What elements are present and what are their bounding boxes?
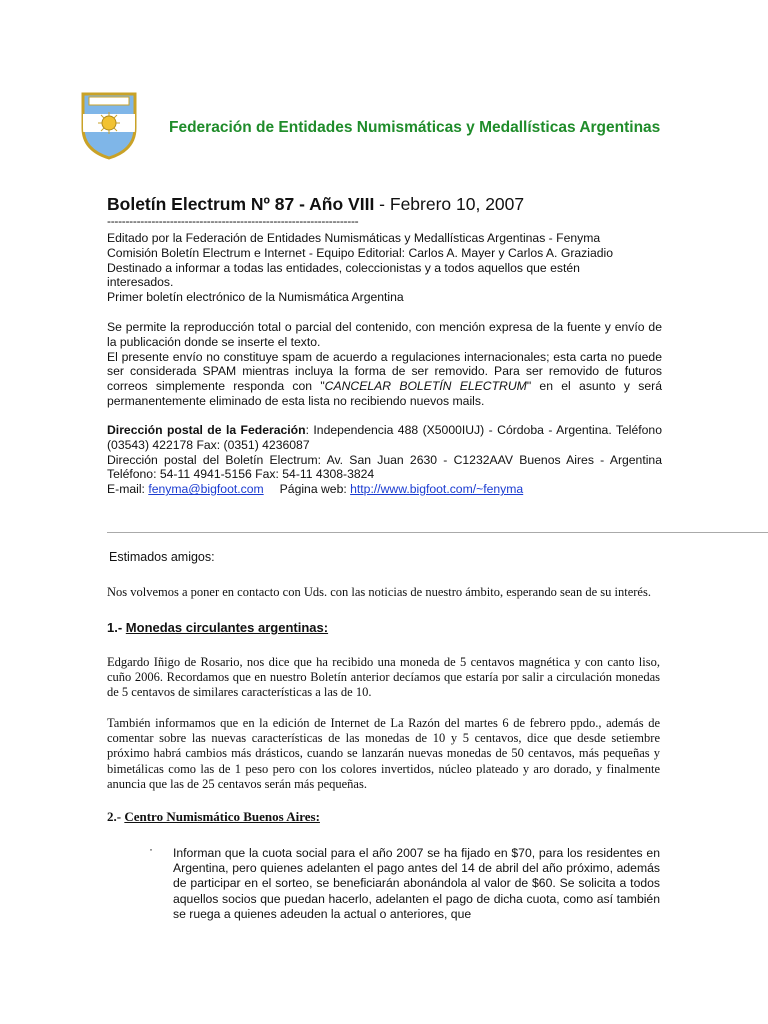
section-1-title: Monedas circulantes argentinas: <box>125 620 329 635</box>
divider-dashes: -------------------------------------------------------------------- <box>107 214 359 228</box>
cancel-keyword: CANCELAR BOLETÍN ELECTRUM <box>324 379 527 394</box>
bulletin-date: Febrero 10, 2007 <box>389 194 525 214</box>
section-2-title: Centro Numismático Buenos Aires: <box>124 809 320 824</box>
section-2-number: 2.- <box>107 809 125 824</box>
section-2-item-1: Informan que la cuota social para el año 2007 se ha fijado en $70, para los residentes en Argentina, pero quienes adelanten el pago antes del 14 de abril del año próximo, además de participar en el sorteo, se beneficiarán abonándola al valor de $60. Se solicita a todos aquellos socios que puedan hacerlo, adelanten el pago de dicha cuota, como así también se ruega a quienes adeuden la actual o anteriores, que <box>173 846 660 921</box>
postal-label: Dirección postal de la Federación <box>107 423 306 437</box>
section-1-number: 1.- <box>107 620 126 635</box>
email-link[interactable]: fenyma@bigfoot.com <box>148 482 264 497</box>
intro-first-bulletin-line: Primer boletín electrónico de la Numismática Argentina <box>107 290 404 305</box>
bulletin-title-separator: - <box>374 194 390 214</box>
bulletin-title <box>107 194 524 215</box>
reproduction-notice: Se permite la reproducción total o parcial del contenido, con mención expresa de la fuente y envío de la publicación donde se inserte el texto. <box>107 320 662 349</box>
electrum-postal-address: Dirección postal del Boletín Electrum: Av. San Juan 2630 - C1232AAV Buenos Aires - Argentina Teléfono: 54-11 4941-5156 Fax: 54-11 4308-3824 <box>107 452 662 482</box>
horizontal-rule <box>107 532 768 533</box>
intro-block <box>107 231 662 305</box>
intro-audience-line: Destinado a informar a todas las entidades, coleccionistas y a todos aquellos que estén interesados. <box>107 260 580 290</box>
notice-block <box>107 320 662 409</box>
federation-postal-address <box>107 423 662 453</box>
opening-paragraph <box>107 585 660 600</box>
section-1-paragraph-2 <box>107 716 660 792</box>
spam-notice-part2: " en el asunto y será permanentemente eliminado de esta lista no recibiendo nuevos mails. <box>107 379 663 408</box>
opening-text: Nos volvemos a poner en contacto con Uds. con las noticias de nuestro ámbito, esperando sean de su interés. <box>107 585 651 599</box>
section-2-heading <box>107 809 320 825</box>
web-label: Página web: <box>279 482 351 497</box>
contact-block <box>107 423 662 497</box>
section-1-text-2: También informamos que en la edición de Internet de La Razón del martes 6 de febrero ppdo., además de comentar sobre las nuevas características de las monedas de 10 y 5 centavos, dice que desde setiembre próximo habrá cambios más drásticos, cuando se lanzarán nuevas monedas de 50 centavos, más pequeñas y bimetálicas como las de 1 peso pero con los colores invertidos, núcleo plateado y aro dorado, y finalmente anuncia que las de 25 centavos serán más pequeñas. <box>107 716 660 791</box>
postal-value: : Independencia 488 (X5000IUJ) - Córdoba - Argentina. Teléfono (03543) 422178 Fax: (0351) 4236087 <box>107 423 662 452</box>
federation-title: Federación de Entidades Numismáticas y Medallísticas Argentinas <box>169 119 661 136</box>
spam-notice <box>107 350 662 409</box>
bullet-icon: · <box>149 842 153 856</box>
argentina-coat-of-arms-icon <box>80 88 138 160</box>
intro-editor-line: Editado por la Federación de Entidades Numismáticas y Medallísticas Argentinas - Fenyma <box>107 231 601 245</box>
email-label: E-mail: <box>107 482 149 497</box>
bulletin-title-main: Boletín Electrum Nº 87 - Año VIII <box>107 194 375 214</box>
section-1-text-1: Edgardo Iñigo de Rosario, nos dice que ha recibido una moneda de 5 centavos magnética y con canto liso, cuño 2006. Recordamos que en nuestro Boletín anterior decíamos que estaría por salir a circulación monedas de 5 centavos de similares características a las de 10. <box>107 655 660 700</box>
intro-committee-line: Comisión Boletín Electrum e Internet - Equipo Editorial: Carlos A. Mayer y Carlos A. Graziadio <box>107 245 613 260</box>
section-1-heading <box>107 620 328 635</box>
contact-links <box>107 482 662 497</box>
section-1-paragraph-1 <box>107 655 660 701</box>
spam-notice-part1: El presente envío no constituye spam de acuerdo a regulaciones internacionales; esta carta no puede ser considerada SPAM mientras incluya la forma de ser removido. Para ser removido de futuros correos simplemente responda con " <box>107 349 662 394</box>
greeting: Estimados amigos: <box>109 550 215 564</box>
web-link[interactable]: http://www.bigfoot.com/~fenyma <box>350 482 524 497</box>
